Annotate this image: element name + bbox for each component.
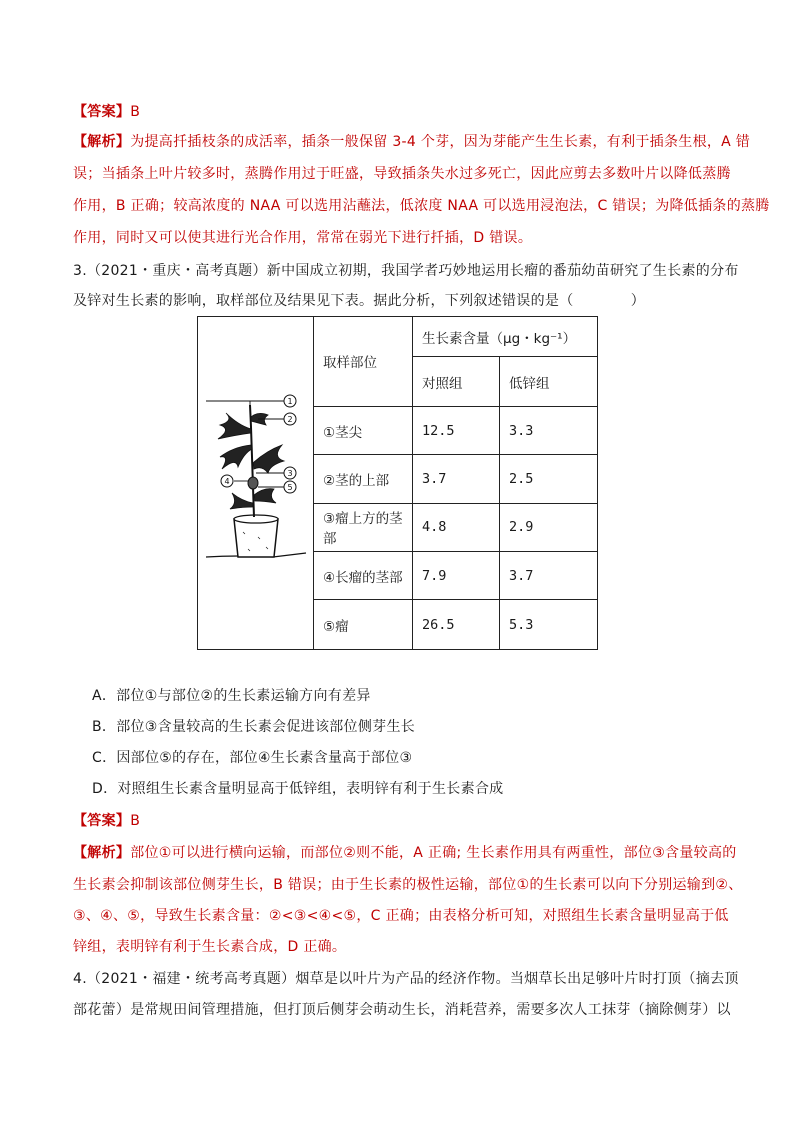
analysis-text: 部位①可以进行横向运输，而部位②则不能，A 正确; 生长素作用具有两重性，部位③含量较高的 (130, 845, 737, 861)
analysis-line: 锌组，表明锌有利于生长素合成，D 正确。 (73, 939, 347, 955)
question-stem: 及锌对生长素的影响，取样部位及结果见下表。据此分析，下列叙述错误的是（ ） (73, 293, 645, 309)
cell-low-zinc: 5.3 (500, 600, 598, 650)
question-stem: 部花蕾）是常规田间管理措施，但打顶后侧芽会萌动生长，消耗营养，需要多次人工抹芽（摘除侧芽）以 (73, 1002, 731, 1018)
option-d: D．对照组生长素含量明显高于低锌组，表明锌有利于生长素合成 (92, 781, 504, 797)
cell-low-zinc: 2.5 (500, 455, 598, 503)
header-part: 取样部位 (314, 317, 413, 407)
option-a: A．部位①与部位②的生长素运输方向有差异 (92, 688, 371, 704)
analysis-line: 误；当插条上叶片较多时，蒸腾作用过于旺盛，导致插条失水过多死亡，因此应剪去多数叶片以降低蒸腾 (73, 166, 731, 182)
answer-line (73, 101, 140, 121)
svg-text:1: 1 (287, 397, 293, 406)
question-stem: 3.（2021・重庆・高考真题）新中国成立初期，我国学者巧妙地运用长瘤的番茄幼苗研究了生长素的分布 (73, 263, 739, 279)
cell-part: ①茎尖 (314, 406, 413, 454)
analysis-line (73, 131, 750, 151)
cell-part: ⑤瘤 (314, 600, 413, 650)
answer-tag: 【答案】 (73, 813, 131, 829)
cell-control: 3.7 (413, 455, 500, 503)
cell-low-zinc: 3.3 (500, 406, 598, 454)
analysis-text: 为提高扦插枝条的成活率，插条一般保留 3-4 个芽，因为芽能产生生长素，有利于插条生根，A 错 (130, 134, 751, 150)
svg-text:4: 4 (224, 477, 230, 486)
analysis-line: ③、④、⑤，导致生长素含量：②<③<④<⑤，C 正确；由表格分析可知，对照组生长素含量明显高于低 (73, 908, 729, 924)
cell-part: ③瘤上方的茎部 (314, 503, 413, 551)
question-stem: 4.（2021・福建・统考高考真题）烟草是以叶片为产品的经济作物。当烟草长出足够叶片时打顶（摘去顶 (73, 971, 739, 987)
svg-text:2: 2 (287, 415, 293, 424)
tomato-plant-image (198, 317, 313, 645)
plant-figure (198, 317, 314, 650)
header-control: 对照组 (413, 357, 500, 406)
cell-low-zinc: 2.9 (500, 503, 598, 551)
svg-text:5: 5 (287, 483, 293, 492)
answer-line (73, 810, 140, 830)
header-auxin-content: 生长素含量（μg・kg⁻¹） (413, 317, 598, 357)
cell-part: ④长瘤的茎部 (314, 552, 413, 600)
analysis-line (73, 842, 737, 862)
cell-control: 7.9 (413, 552, 500, 600)
option-c: C．因部位⑤的存在，部位④生长素含量高于部位③ (92, 750, 413, 766)
answer-value: B (130, 104, 141, 120)
cell-control: 12.5 (413, 406, 500, 454)
cell-part: ②茎的上部 (314, 455, 413, 503)
analysis-tag: 【解析】 (73, 134, 131, 150)
data-table (197, 316, 598, 650)
cell-control: 4.8 (413, 503, 500, 551)
header-low-zinc: 低锌组 (500, 357, 598, 406)
answer-value: B (130, 813, 141, 829)
analysis-line: 作用，B 正确；较高浓度的 NAA 可以选用沾蘸法，低浓度 NAA 可以选用浸泡法，C 错误；为降低插条的蒸腾 (73, 198, 770, 214)
cell-low-zinc: 3.7 (500, 552, 598, 600)
answer-tag: 【答案】 (73, 104, 131, 120)
option-b: B．部位③含量较高的生长素会促进该部位侧芽生长 (92, 719, 416, 735)
analysis-tag: 【解析】 (73, 845, 131, 861)
analysis-line: 生长素会抑制该部位侧芽生长，B 错误；由于生长素的极性运输，部位①的生长素可以向下分别运输到②、 (73, 877, 743, 893)
cell-control: 26.5 (413, 600, 500, 650)
svg-text:3: 3 (287, 469, 293, 478)
analysis-line: 作用，同时又可以使其进行光合作用，常常在弱光下进行扦插，D 错误。 (73, 230, 533, 246)
